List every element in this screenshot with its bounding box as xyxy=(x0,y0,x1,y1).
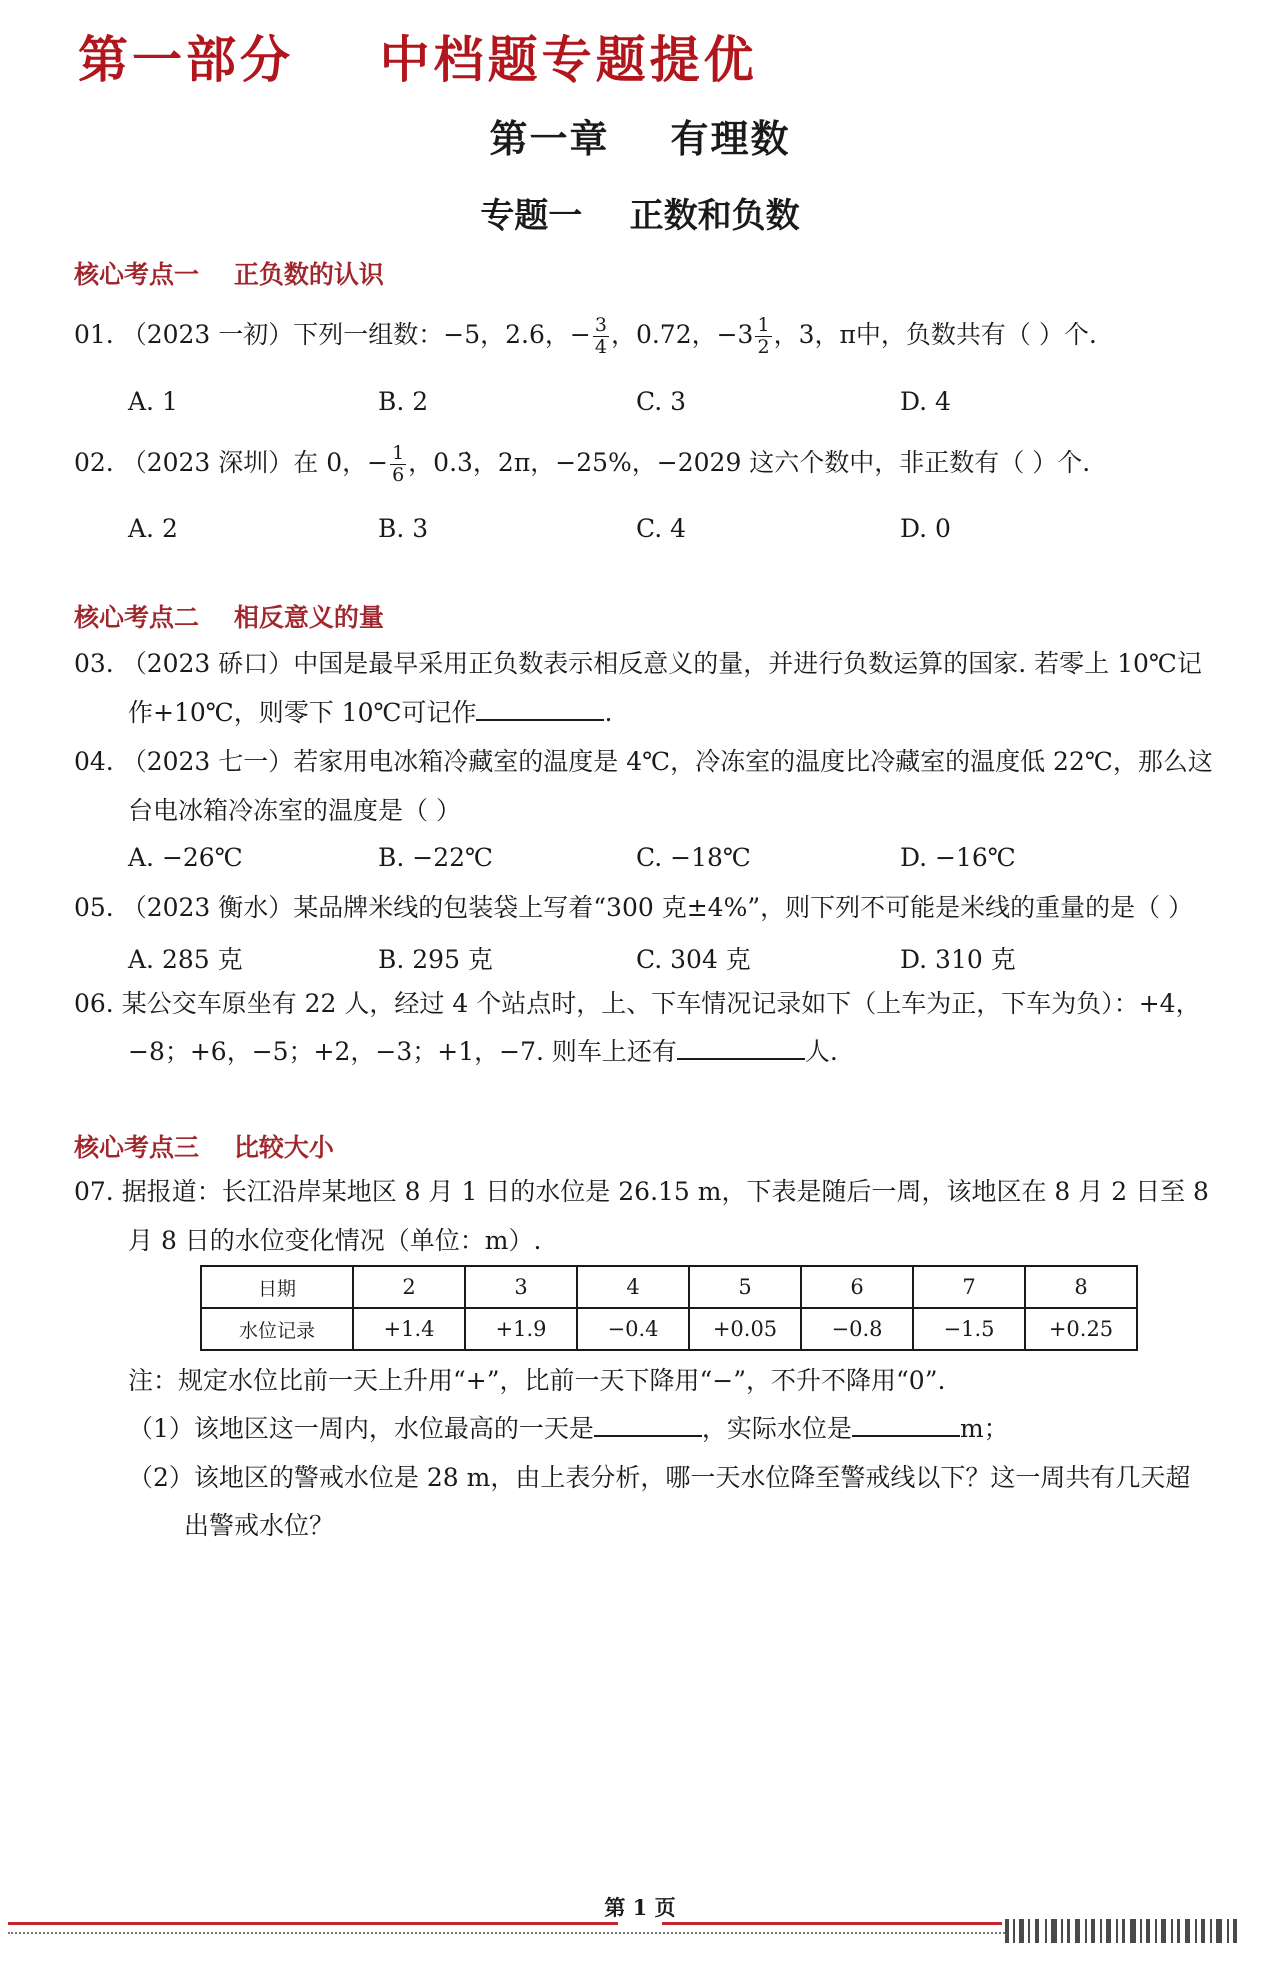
q01-text-pre: 01. （2023 一初）下列一组数：−5，2.6，− xyxy=(74,320,591,349)
table-header-date: 日期 xyxy=(201,1266,353,1308)
q05-option-a: A. 285 克 xyxy=(128,945,243,974)
q03-text-post: . xyxy=(604,698,613,727)
q01-text-mid: ，0.72，−3 xyxy=(610,320,754,349)
q04-option-d: D. −16℃ xyxy=(900,843,1016,872)
question-05-line-1: 05. （2023 衡水）某品牌米线的包装袋上写着“300 克±4%”，则下列不可能是米线的重量的是（ ） xyxy=(74,893,1194,922)
topic-title: 专题一 正数和负数 xyxy=(480,196,800,236)
q01-option-c: C. 3 xyxy=(636,387,687,416)
footer-dotted-line xyxy=(8,1932,1008,1934)
q01-text-post: ，3，π中，负数共有（ ）个. xyxy=(773,320,1097,349)
question-06-line-2 xyxy=(128,1036,838,1068)
question-06-line-1: 06. 某公交车原坐有 22 人，经过 4 个站点时，上、下车情况记录如下（上车为正，下车为负）：+4， xyxy=(74,989,1201,1018)
chapter-title: 第一章 有理数 xyxy=(489,116,791,161)
table-cell-day: 7 xyxy=(913,1266,1025,1308)
q04-option-b: B. −22℃ xyxy=(378,843,493,872)
question-01 xyxy=(74,315,1097,358)
footer-rule-left xyxy=(8,1922,618,1925)
table-cell-record: +0.05 xyxy=(689,1308,801,1350)
barcode-icon xyxy=(1005,1915,1245,1947)
fraction-denominator: 2 xyxy=(757,336,770,358)
q04-option-c: C. −18℃ xyxy=(636,843,751,872)
q02-text-pre: 02. （2023 深圳）在 0，− xyxy=(74,448,389,477)
section-heading-1: 核心考点一 正负数的认识 xyxy=(74,260,384,289)
question-07-sub-1 xyxy=(128,1413,1009,1445)
fraction-denominator: 4 xyxy=(594,336,607,358)
q01-option-a: A. 1 xyxy=(128,387,178,416)
table-cell-record: −0.4 xyxy=(577,1308,689,1350)
q01-fraction-1-2 xyxy=(755,315,771,358)
question-07-sub-2-line-2: 出警戒水位？ xyxy=(184,1511,335,1540)
q07-sub1-post: m； xyxy=(959,1414,1009,1443)
table-cell-day: 5 xyxy=(689,1266,801,1308)
answer-blank[interactable] xyxy=(594,1413,702,1437)
answer-blank[interactable] xyxy=(677,1036,805,1060)
table-cell-day: 4 xyxy=(577,1266,689,1308)
question-03-line-1: 03. （2023 硚口）中国是最早采用正负数表示相反意义的量，并进行负数运算的国家. 若零上 10℃记 xyxy=(74,649,1202,678)
footer-rule-right xyxy=(662,1922,1002,1925)
answer-blank[interactable] xyxy=(476,697,604,721)
question-04-line-1: 04. （2023 七一）若家用电冰箱冷藏室的温度是 4℃，冷冻室的温度比冷藏室的温度低 22℃，那么这 xyxy=(74,747,1213,776)
q05-option-d: D. 310 克 xyxy=(900,945,1016,974)
question-07-sub-2-line-1: （2）该地区的警戒水位是 28 m，由上表分析，哪一天水位降至警戒线以下？这一周共有几天超 xyxy=(128,1463,1191,1492)
table-cell-record: −0.8 xyxy=(801,1308,913,1350)
q04-option-a: A. −26℃ xyxy=(128,843,243,872)
q05-option-b: B. 295 克 xyxy=(378,945,493,974)
q05-option-c: C. 304 克 xyxy=(636,945,751,974)
answer-blank[interactable] xyxy=(852,1413,960,1437)
q02-option-b: B. 3 xyxy=(378,514,429,543)
section-heading-3: 核心考点三 比较大小 xyxy=(74,1133,334,1162)
q06-text-pre: −8；+6，−5；+2，−3；+1，−7. 则车上还有 xyxy=(128,1037,677,1066)
q07-sub1-pre: （1）该地区这一周内，水位最高的一天是 xyxy=(128,1414,594,1443)
q07-sub1-mid: ，实际水位是 xyxy=(701,1414,852,1443)
q02-option-d: D. 0 xyxy=(900,514,951,543)
q01-option-b: B. 2 xyxy=(378,387,429,416)
q01-fraction-3-4 xyxy=(593,315,609,358)
fraction-numerator: 3 xyxy=(594,314,607,336)
table-cell-record: −1.5 xyxy=(913,1308,1025,1350)
part-title: 第一部分 中档题专题提优 xyxy=(78,30,758,89)
q03-text-pre: 作+10℃，则零下 10℃可记作 xyxy=(128,698,477,727)
table-cell-record: +1.4 xyxy=(353,1308,465,1350)
q02-fraction-1-6 xyxy=(390,443,406,486)
water-level-table xyxy=(200,1265,1138,1351)
table-cell-record: +0.25 xyxy=(1025,1308,1137,1350)
q01-option-d: D. 4 xyxy=(900,387,951,416)
question-07-line-2: 月 8 日的水位变化情况（单位：m）. xyxy=(128,1226,542,1255)
table-cell-record: +1.9 xyxy=(465,1308,577,1350)
question-07-note: 注：规定水位比前一天上升用“+”，比前一天下降用“−”，不升不降用“0”. xyxy=(128,1366,946,1395)
section-heading-2: 核心考点二 相反意义的量 xyxy=(74,603,384,632)
table-header-record: 水位记录 xyxy=(201,1308,353,1350)
q02-option-c: C. 4 xyxy=(636,514,687,543)
fraction-numerator: 1 xyxy=(392,442,405,464)
question-07-line-1: 07. 据报道：长江沿岸某地区 8 月 1 日的水位是 26.15 m，下表是随后一周，该地区在 8 月 2 日至 8 xyxy=(74,1177,1209,1206)
question-02 xyxy=(74,443,1090,486)
table-row-records xyxy=(201,1308,1137,1350)
q06-text-post: 人. xyxy=(804,1037,838,1066)
fraction-numerator: 1 xyxy=(757,314,770,336)
question-03-line-2 xyxy=(128,697,612,729)
page-number: 第 1 页 xyxy=(604,1895,676,1920)
table-cell-day: 8 xyxy=(1025,1266,1137,1308)
table-row-dates xyxy=(201,1266,1137,1308)
q02-option-a: A. 2 xyxy=(128,514,178,543)
fraction-denominator: 6 xyxy=(392,464,405,486)
table-cell-day: 3 xyxy=(465,1266,577,1308)
question-04-line-2: 台电冰箱冷冻室的温度是（ ） xyxy=(128,796,461,825)
table-cell-day: 6 xyxy=(801,1266,913,1308)
q02-text-post: ，0.3̇，2π，−25%，−2029 这六个数中，非正数有（ ）个. xyxy=(408,448,1091,477)
table-cell-day: 2 xyxy=(353,1266,465,1308)
